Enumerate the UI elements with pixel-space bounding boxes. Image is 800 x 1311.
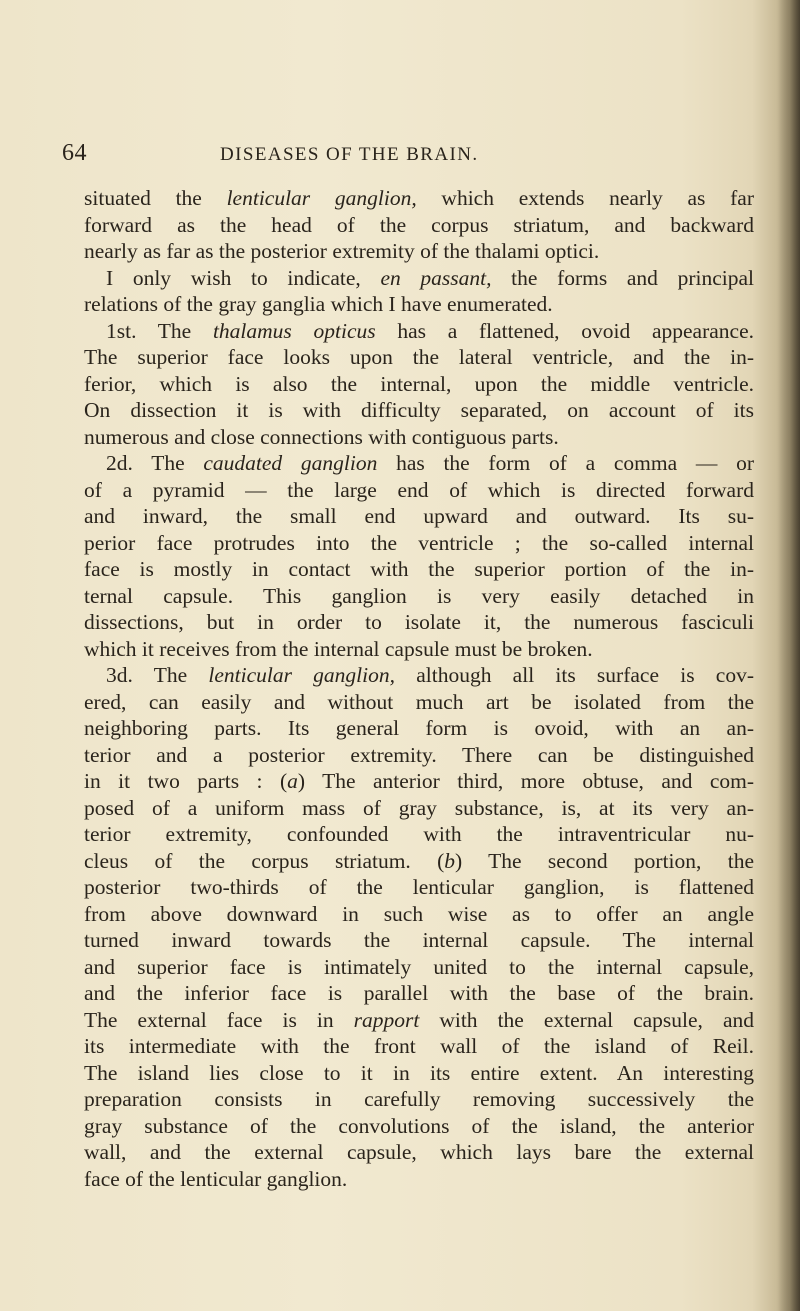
text-line: and inward, the small end upward and outward. Its su- <box>84 504 754 528</box>
italic-term: rapport <box>353 1007 420 1032</box>
text-line: situated the lenticular ganglion, which extends nearly as far <box>84 186 755 210</box>
text-line: of a pyramid — the large end of which is directed forward <box>84 477 754 502</box>
page-header <box>62 140 762 180</box>
text-line: terior and a posterior extremity. There can be distinguished <box>84 742 754 767</box>
text-line: face is mostly in contact with the superior portion of the in- <box>84 557 754 581</box>
text-line: turned inward towards the internal capsule. The internal <box>84 928 754 952</box>
italic-term: thalamus opticus <box>212 318 376 343</box>
text-line: neighboring parts. Its general form is ovoid, with an an- <box>84 716 754 740</box>
text-line: 1st. The thalamus opticus has a flattened, ovoid appearance. <box>106 318 754 343</box>
text-line: and the inferior face is parallel with the base of the brain. <box>84 981 754 1005</box>
text-line: The superior face looks upon the lateral ventricle, and the in- <box>84 345 754 369</box>
body-text <box>84 185 754 1192</box>
text-line: numerous and close connections with contiguous parts. <box>84 424 559 449</box>
page-number: 64 <box>62 140 87 166</box>
italic-term: b <box>444 848 456 873</box>
text-line: ered, can easily and without much art be isolated from the <box>84 689 754 714</box>
text-line: preparation consists in carefully removing successively the <box>84 1087 754 1111</box>
page-edge-shadow <box>778 0 800 1311</box>
text-line: which it receives from the internal capsule must be broken. <box>84 636 593 661</box>
text-line: cleus of the corpus striatum. (b) The second portion, the <box>84 848 754 873</box>
text-line: from above downward in such wise as to offer an angle <box>84 901 754 926</box>
paragraph <box>84 185 754 265</box>
text-line: 2d. The caudated ganglion has the form of a comma — or <box>106 451 754 475</box>
text-line: face of the lenticular ganglion. <box>84 1166 348 1191</box>
italic-term: caudated ganglion <box>203 451 378 475</box>
text-line: wall, and the external capsule, which lays bare the external <box>84 1140 754 1164</box>
text-line: and superior face is intimately united to the internal capsule, <box>84 954 754 979</box>
italic-term: en passant, <box>380 265 492 290</box>
text-line: dissections, but in order to isolate it, the numerous fasciculi <box>84 610 754 634</box>
paragraph <box>84 318 754 451</box>
text-line: nearly as far as the posterior extremity of the thalami optici. <box>84 239 600 263</box>
italic-term: a <box>287 769 298 793</box>
text-line: gray substance of the convolutions of the island, the anterior <box>84 1113 754 1138</box>
text-line: terior extremity, confounded with the intraventricular nu- <box>84 822 754 846</box>
text-line: its intermediate with the front wall of the island of Reil. <box>84 1034 754 1058</box>
italic-term: lenticular ganglion, <box>226 186 417 210</box>
paragraph <box>84 662 754 1192</box>
text-line: relations of the gray ganglia which I have enumerated. <box>84 292 553 316</box>
italic-term: lenticular ganglion, <box>208 663 395 687</box>
text-line: forward as the head of the corpus striatum, and backward <box>84 212 754 237</box>
text-line: posterior two-thirds of the lenticular ganglion, is flattened <box>84 875 754 899</box>
paragraph <box>84 450 754 662</box>
text-line: The external face is in rapport with the external capsule, and <box>84 1007 754 1032</box>
text-line: perior face protrudes into the ventricle ; the so-called internal <box>84 530 754 555</box>
text-line: ternal capsule. This ganglion is very easily detached in <box>84 583 754 608</box>
text-line: posed of a uniform mass of gray substance, is, at its very an- <box>84 795 754 820</box>
text-line: I only wish to indicate, en passant, the forms and principal <box>106 265 754 290</box>
text-line: in it two parts : (a) The anterior third, more obtuse, and com- <box>84 769 754 793</box>
text-line: The island lies close to it in its entire extent. An interesting <box>84 1060 754 1085</box>
text-line: 3d. The lenticular ganglion, although all its surface is cov- <box>106 663 754 687</box>
running-title: DISEASES OF THE BRAIN. <box>220 144 479 165</box>
paragraph <box>84 265 754 318</box>
text-line: On dissection it is with difficulty separated, on account of its <box>84 398 754 422</box>
text-line: ferior, which is also the internal, upon the middle ventricle. <box>84 371 754 396</box>
